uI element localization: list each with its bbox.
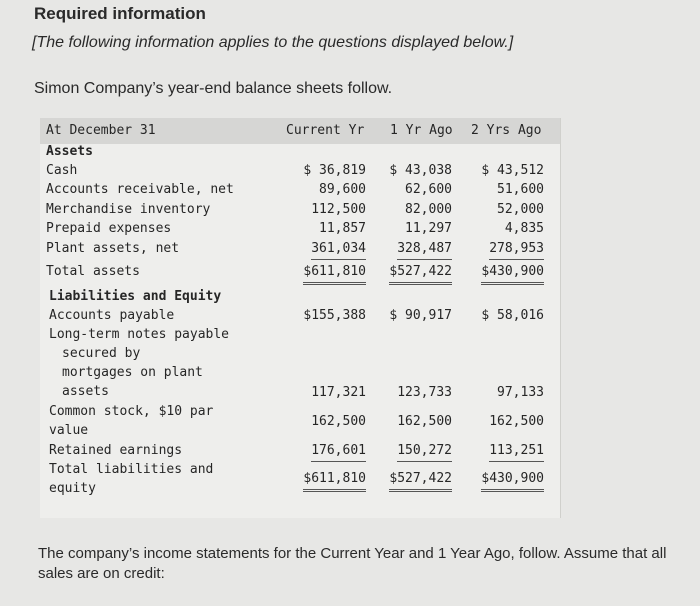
row-label-retained: Retained earnings — [49, 443, 183, 458]
common-1yr: 162,500 — [397, 414, 452, 429]
income-statement-intro: The company’s income statements for the Current Year and 1 Year Ago, follow. Assume that all sales are on credit: — [38, 545, 667, 582]
ar-1yr: 62,600 — [405, 182, 452, 197]
prepaid-2yrs: 4,835 — [504, 221, 544, 236]
retained-current: 176,601 — [311, 442, 366, 462]
plant-2yrs: 278,953 — [489, 240, 544, 260]
total-le-1yr: $527,422 — [389, 470, 452, 492]
col-header-2yrs: 2 Yrs Ago — [471, 123, 542, 138]
row-label-common-1: Common stock, $10 par — [49, 404, 214, 419]
row-label-ltnp-1: Long-term notes payable — [49, 327, 230, 342]
retained-2yrs: 113,251 — [489, 442, 544, 462]
ap-current: $155,388 — [303, 308, 366, 323]
col-header-1yr: 1 Yr Ago — [390, 123, 453, 138]
ltnp-1yr: 123,733 — [397, 385, 452, 400]
row-label-ltnp-3: mortgages on plant — [62, 365, 203, 380]
col-header-label: At December 31 — [46, 123, 156, 138]
required-information-title: Required information — [34, 4, 206, 23]
row-label-total-le-1: Total liabilities and — [49, 462, 214, 477]
ap-1yr: $ 90,917 — [389, 308, 452, 323]
row-label-ap: Accounts payable — [49, 308, 175, 323]
row-label-inventory: Merchandise inventory — [46, 202, 211, 217]
col-header-current: Current Yr — [286, 123, 365, 138]
row-label-common-2: value — [49, 423, 89, 438]
prepaid-current: 11,857 — [319, 221, 366, 236]
cash-1yr: $ 43,038 — [389, 163, 452, 178]
liabilities-equity-heading: Liabilities and Equity — [49, 289, 222, 304]
plant-1yr: 328,487 — [397, 240, 452, 260]
inventory-1yr: 82,000 — [405, 202, 452, 217]
plant-current: 361,034 — [311, 240, 366, 260]
cash-current: $ 36,819 — [303, 163, 366, 178]
total-le-2yrs: $430,900 — [481, 470, 544, 492]
ap-2yrs: $ 58,016 — [481, 308, 544, 323]
ltnp-2yrs: 97,133 — [497, 385, 544, 400]
row-label-ar: Accounts receivable, net — [46, 182, 234, 197]
total-assets-1yr: $527,422 — [389, 263, 452, 285]
row-label-cash: Cash — [46, 163, 78, 178]
cash-2yrs: $ 43,512 — [481, 163, 544, 178]
ar-2yrs: 51,600 — [497, 182, 544, 197]
row-label-ltnp-4: assets — [62, 384, 109, 399]
row-label-total-assets: Total assets — [46, 264, 140, 279]
balance-sheet-table — [40, 118, 561, 518]
common-2yrs: 162,500 — [489, 414, 544, 429]
total-assets-current: $611,810 — [303, 263, 366, 285]
common-current: 162,500 — [311, 414, 366, 429]
ltnp-current: 117,321 — [311, 385, 366, 400]
row-label-total-le-2: equity — [49, 481, 96, 496]
inventory-current: 112,500 — [311, 202, 366, 217]
instruction-note: [The following information applies to the questions displayed below.] — [32, 34, 514, 51]
total-assets-2yrs: $430,900 — [481, 263, 544, 285]
intro-text: Simon Company’s year-end balance sheets follow. — [34, 80, 393, 97]
retained-1yr: 150,272 — [397, 442, 452, 462]
row-label-ltnp-2: secured by — [62, 346, 141, 361]
ar-current: 89,600 — [319, 182, 366, 197]
total-le-current: $611,810 — [303, 470, 366, 492]
row-label-plant: Plant assets, net — [46, 241, 180, 256]
row-label-prepaid: Prepaid expenses — [46, 221, 172, 236]
assets-heading: Assets — [46, 144, 93, 159]
prepaid-1yr: 11,297 — [405, 221, 452, 236]
inventory-2yrs: 52,000 — [497, 202, 544, 217]
